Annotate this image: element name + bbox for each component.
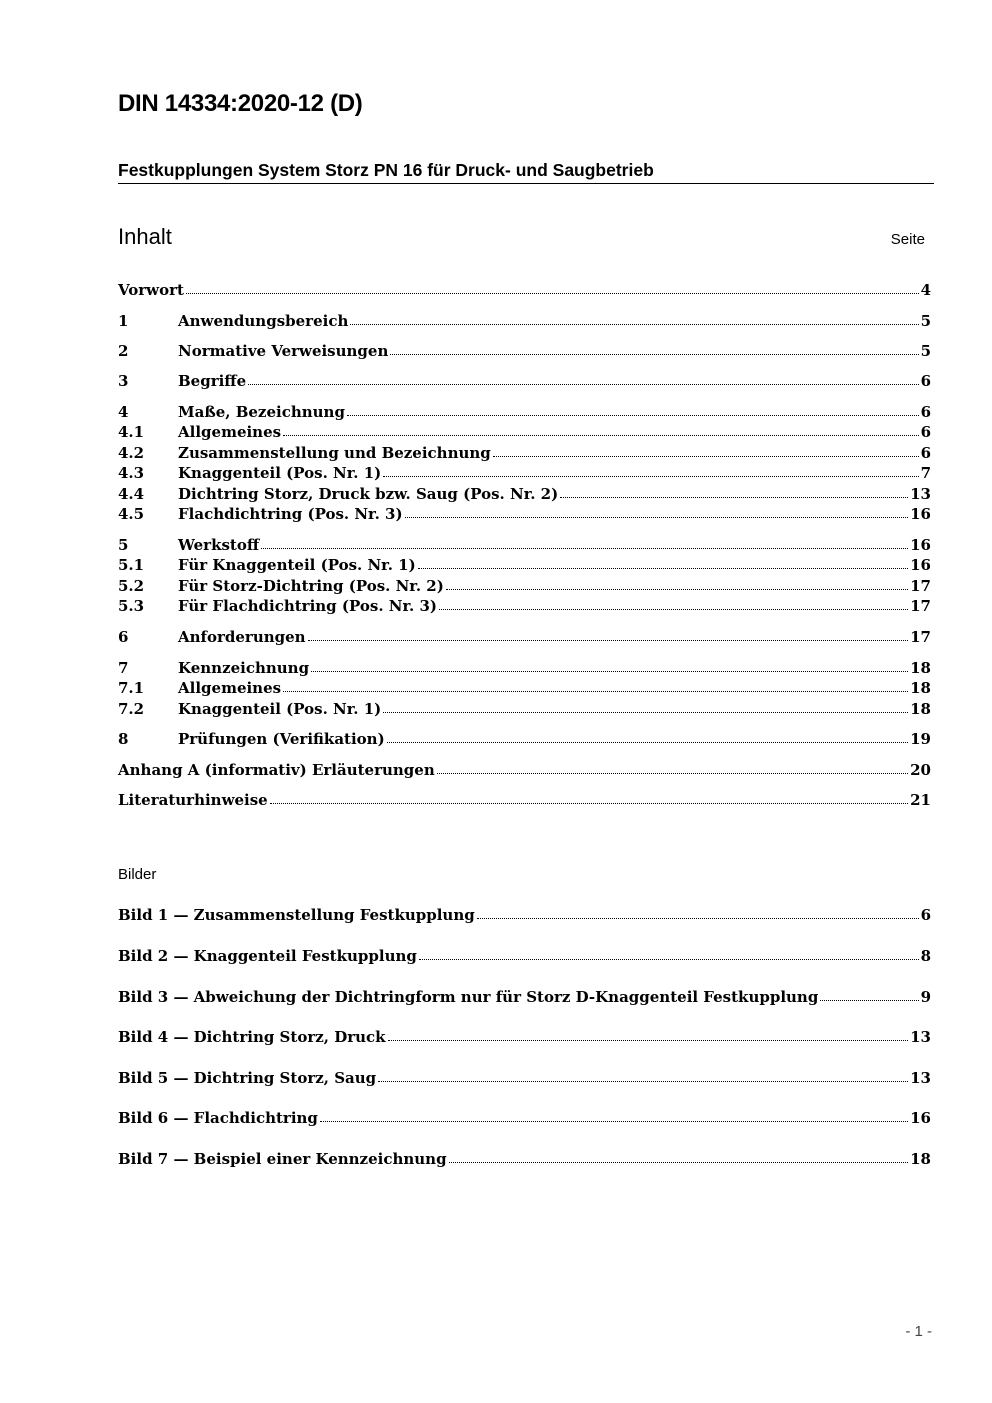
- figure-entry-title: Bild 2 — Knaggenteil Festkupplung: [118, 947, 417, 965]
- toc-entry-title: Normative Verweisungen: [178, 342, 389, 360]
- toc-entry-title: Vorwort: [118, 281, 184, 299]
- dot-leader: [383, 472, 918, 477]
- toc-entry-title: Kennzeichnung: [178, 659, 310, 677]
- toc-entry[interactable]: [118, 281, 931, 301]
- toc-entry[interactable]: [118, 342, 931, 362]
- toc-entry-title: Anhang A (informativ) Erläuterungen: [118, 761, 435, 779]
- toc-entry-number: 4.2: [118, 444, 145, 462]
- toc-entry-number: 8: [118, 730, 129, 748]
- toc-entry-title: Anforderungen: [178, 628, 306, 646]
- toc-entry-number: 2: [118, 342, 129, 360]
- toc-entry-number: 6: [118, 628, 129, 646]
- dot-leader: [437, 769, 908, 774]
- toc-entry-page: 20: [910, 761, 931, 779]
- toc-entry-number: 1: [118, 312, 129, 330]
- toc-entry[interactable]: [118, 556, 931, 576]
- dot-leader: [283, 687, 908, 692]
- document-title: Festkupplungen System Storz PN 16 für Druck- und Saugbetrieb: [118, 160, 654, 180]
- dot-leader: [378, 1077, 908, 1082]
- dot-leader: [820, 996, 918, 1001]
- toc-entry[interactable]: [118, 597, 931, 617]
- dot-leader: [283, 431, 918, 436]
- toc-entry-page: 18: [910, 700, 931, 718]
- dot-leader: [449, 1158, 909, 1163]
- dot-leader: [308, 636, 909, 641]
- dot-leader: [350, 320, 918, 325]
- toc-entry[interactable]: [118, 423, 931, 443]
- figure-entry[interactable]: [118, 1028, 931, 1048]
- toc-entry[interactable]: [118, 577, 931, 597]
- toc-entry-page: 7: [920, 464, 931, 482]
- figures-heading: Bilder: [118, 866, 157, 883]
- toc-entry-page: 21: [910, 791, 931, 809]
- toc-entry-title: Prüfungen (Verifikation): [178, 730, 385, 748]
- toc-entry-page: 16: [910, 556, 931, 574]
- toc-entry-number: 3: [118, 372, 129, 390]
- dot-leader: [560, 493, 908, 498]
- dot-leader: [477, 914, 919, 919]
- toc-entry[interactable]: [118, 761, 931, 781]
- dot-leader: [320, 1117, 908, 1122]
- figure-entry[interactable]: [118, 1109, 931, 1129]
- toc-entry-number: 4.3: [118, 464, 145, 482]
- toc-entry[interactable]: [118, 700, 931, 720]
- dot-leader: [347, 411, 919, 416]
- dot-leader: [388, 1036, 909, 1041]
- toc-entry[interactable]: [118, 505, 931, 525]
- toc-entry-title: Maße, Bezeichnung: [178, 403, 345, 421]
- toc-entry[interactable]: [118, 536, 931, 556]
- figure-entry[interactable]: [118, 988, 931, 1008]
- toc-entry[interactable]: [118, 464, 931, 484]
- dot-leader: [261, 544, 908, 549]
- toc-entry[interactable]: [118, 730, 931, 750]
- toc-entry[interactable]: [118, 679, 931, 699]
- toc-entry-page: 17: [910, 628, 931, 646]
- toc-entry-number: 4.1: [118, 423, 145, 441]
- figure-entry-title: Bild 6 — Flachdichtring: [118, 1109, 318, 1127]
- figure-entry-page: 8: [920, 947, 931, 965]
- dot-leader: [248, 380, 918, 385]
- toc-entry-title: Allgemeines: [178, 423, 282, 441]
- toc-entry[interactable]: [118, 403, 931, 423]
- toc-entry-title: Knaggenteil (Pos. Nr. 1): [178, 700, 382, 718]
- toc-entry-page: 6: [920, 403, 931, 421]
- dot-leader: [418, 564, 908, 569]
- toc-entry-title: Werkstoff: [178, 536, 260, 554]
- toc-entry-page: 6: [920, 372, 931, 390]
- toc-entry-title: Dichtring Storz, Druck bzw. Saug (Pos. Nr. 2): [178, 485, 559, 503]
- dot-leader: [383, 708, 908, 713]
- figure-entry-title: Bild 5 — Dichtring Storz, Saug: [118, 1069, 377, 1087]
- dot-leader: [270, 799, 908, 804]
- dot-leader: [405, 513, 909, 518]
- figure-entry[interactable]: [118, 1069, 931, 1089]
- toc-entry-title: Knaggenteil (Pos. Nr. 1): [178, 464, 382, 482]
- toc-entry-title: Flachdichtring (Pos. Nr. 3): [178, 505, 403, 523]
- toc-entry-page: 5: [920, 342, 931, 360]
- toc-entry-page: 6: [920, 423, 931, 441]
- dot-leader: [446, 585, 908, 590]
- document-id: DIN 14334:2020-12 (D): [118, 90, 363, 117]
- toc-entry[interactable]: [118, 791, 931, 811]
- toc-entry-title: Zusammenstellung und Bezeichnung: [178, 444, 491, 462]
- dot-leader: [419, 955, 919, 960]
- toc-entry-number: 4.4: [118, 485, 145, 503]
- toc-entry[interactable]: [118, 444, 931, 464]
- toc-entry-page: 19: [910, 730, 931, 748]
- toc-entry-page: 18: [910, 679, 931, 697]
- toc-entry-page: 13: [910, 485, 931, 503]
- toc-heading: Inhalt: [118, 224, 172, 249]
- toc-entry-number: 5.2: [118, 577, 145, 595]
- figure-entry-page: 6: [920, 906, 931, 924]
- toc-entry-page: 17: [910, 577, 931, 595]
- toc-entry-title: Für Flachdichtring (Pos. Nr. 3): [178, 597, 437, 615]
- dot-leader: [387, 738, 908, 743]
- toc-entry-number: 4: [118, 403, 129, 421]
- figure-entry-page: 13: [910, 1028, 931, 1046]
- figure-entry-title: Bild 3 — Abweichung der Dichtringform nur für Storz D-Knaggenteil Festkupplung: [118, 988, 819, 1006]
- toc-entry-number: 7: [118, 659, 129, 677]
- toc-entry-number: 5.1: [118, 556, 145, 574]
- figure-entry-page: 16: [910, 1109, 931, 1127]
- toc-entry-number: 5: [118, 536, 129, 554]
- toc-entry-number: 5.3: [118, 597, 145, 615]
- toc-entry[interactable]: [118, 372, 931, 392]
- toc-entry-page: 4: [920, 281, 931, 299]
- dot-leader: [186, 289, 919, 294]
- toc-entry[interactable]: [118, 312, 931, 332]
- toc-entry-number: 7.1: [118, 679, 145, 697]
- toc-entry-page: 16: [910, 505, 931, 523]
- toc-entry[interactable]: [118, 659, 931, 679]
- toc-entry-title: Für Storz-Dichtring (Pos. Nr. 2): [178, 577, 444, 595]
- dot-leader: [311, 667, 908, 672]
- toc-entry-page: 18: [910, 659, 931, 677]
- dot-leader: [439, 605, 908, 610]
- figure-entry[interactable]: [118, 906, 931, 926]
- toc-entry[interactable]: [118, 628, 931, 648]
- toc-entry[interactable]: [118, 485, 931, 505]
- toc-entry-page: 5: [920, 312, 931, 330]
- figure-entry[interactable]: [118, 947, 931, 967]
- figure-entry-title: Bild 7 — Beispiel einer Kennzeichnung: [118, 1150, 447, 1168]
- toc-entry-number: 4.5: [118, 505, 145, 523]
- dot-leader: [493, 452, 919, 457]
- figure-entry[interactable]: [118, 1150, 931, 1170]
- figure-entry-page: 9: [920, 988, 931, 1006]
- page-number: - 1 -: [905, 1323, 932, 1340]
- title-divider: [118, 183, 934, 184]
- figure-entry-title: Bild 4 — Dichtring Storz, Druck: [118, 1028, 386, 1046]
- toc-entry-title: Allgemeines: [178, 679, 282, 697]
- figure-entry-page: 18: [910, 1150, 931, 1168]
- toc-entry-page: 17: [910, 597, 931, 615]
- toc-page-label: Seite: [890, 231, 925, 248]
- figure-entry-title: Bild 1 — Zusammenstellung Festkupplung: [118, 906, 475, 924]
- toc-entry-number: 7.2: [118, 700, 145, 718]
- toc-entry-title: Literaturhinweise: [118, 791, 268, 809]
- toc-entry-title: Für Knaggenteil (Pos. Nr. 1): [178, 556, 416, 574]
- toc-entry-page: 6: [920, 444, 931, 462]
- toc-entry-title: Anwendungsbereich: [178, 312, 349, 330]
- figure-entry-page: 13: [910, 1069, 931, 1087]
- toc-entry-page: 16: [910, 536, 931, 554]
- dot-leader: [390, 350, 918, 355]
- toc-entry-title: Begriffe: [178, 372, 247, 390]
